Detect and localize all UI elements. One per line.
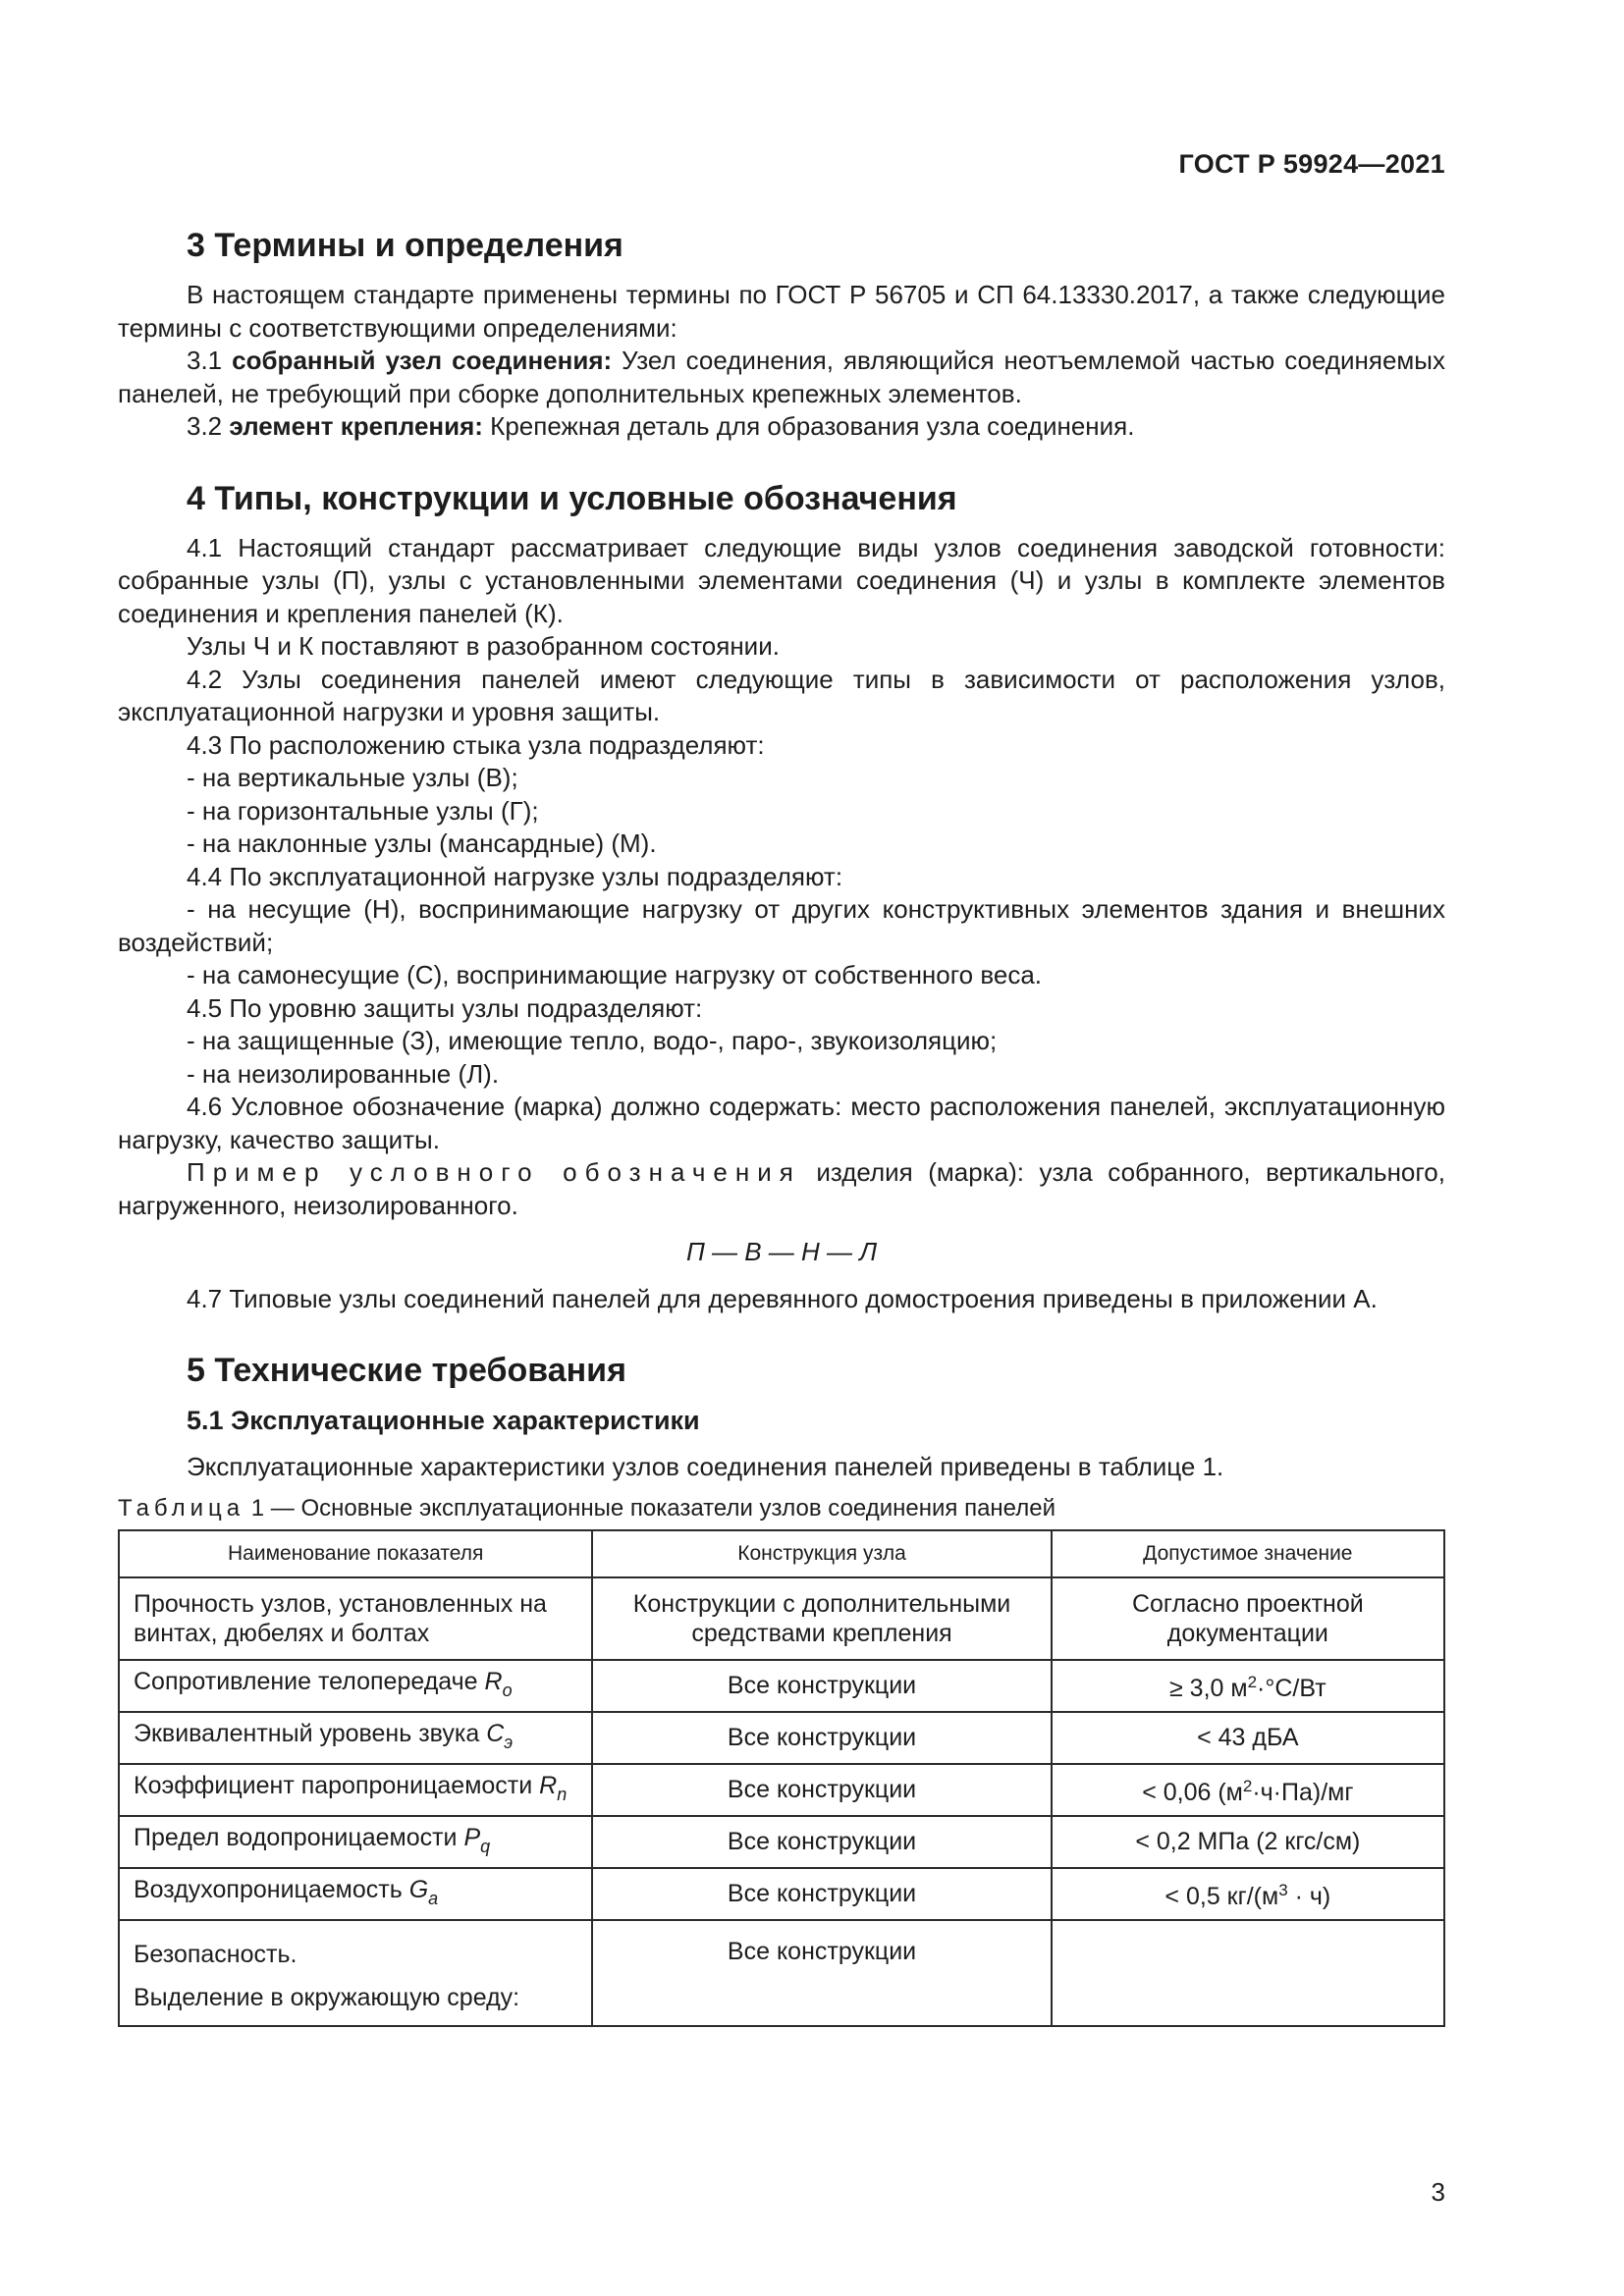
param-name: Эквивалентный уровень звука bbox=[134, 1719, 487, 1747]
value-unit: ·ч·Па)/мг bbox=[1252, 1779, 1354, 1806]
cell-value: < 43 дБА bbox=[1052, 1712, 1444, 1764]
term-3-1 bbox=[118, 345, 1445, 410]
table-row bbox=[119, 1868, 1444, 1920]
param-subscript: a bbox=[428, 1888, 439, 1908]
cell-value: < 0,2 МПа (2 кгс/см) bbox=[1052, 1816, 1444, 1868]
column-header: Наименование показателя bbox=[119, 1530, 592, 1577]
cell-name bbox=[119, 1920, 592, 2026]
param-subscript: o bbox=[502, 1680, 513, 1700]
para-4-5: 4.5 По уровню защиты узлы подразделяют: bbox=[187, 992, 703, 1023]
example-paragraph bbox=[118, 1156, 1445, 1222]
term-name: элемент крепления: bbox=[229, 411, 483, 441]
example-text: изделия (марка): узла собранного, вертикального, нагруженного, неизолированного. bbox=[118, 1157, 1445, 1220]
para-4-6: 4.6 Условное обозначение (марка) должно содержать: место расположения панелей, эксплуатационную нагрузку, качество защиты. bbox=[118, 1092, 1445, 1154]
term-definition: Крепежная деталь для образования узла соединения. bbox=[482, 411, 1135, 441]
para-4-1: 4.1 Настоящий стандарт рассматривает следующие виды узлов соединения заводской готовности: собранные узлы (П), узлы с установленными элементами соединения (Ч) и узлы в комплекте элементов соединения и крепления панелей (К). bbox=[118, 532, 1445, 628]
section-5-title: 5 Технические требования bbox=[187, 1352, 626, 1389]
list-item: - на вертикальные узлы (В); bbox=[187, 763, 518, 792]
cell-value bbox=[1052, 1764, 1444, 1816]
term-definition: Узел соединения, являющийся неотъемлемой частью соединяемых панелей, не требующий при сборке дополнительных крепежных элементов. bbox=[118, 346, 1445, 408]
cell-name bbox=[119, 1660, 592, 1712]
column-header: Конструкция узла bbox=[592, 1530, 1051, 1577]
list-item: - на наклонные узлы (мансардные) (М). bbox=[187, 828, 657, 858]
cell-name bbox=[119, 1764, 592, 1816]
param-symbol: С bbox=[486, 1719, 505, 1747]
param-subscript: q bbox=[480, 1836, 491, 1856]
table-header-row bbox=[119, 1530, 1444, 1577]
param-symbol: P bbox=[463, 1823, 481, 1851]
subsection-5-1-title: 5.1 Эксплуатационные характеристики bbox=[187, 1406, 700, 1435]
para-4-2: 4.2 Узлы соединения панелей имеют следующие типы в зависимости от расположения узлов, эксплуатационной нагрузки и уровня защиты. bbox=[118, 664, 1445, 726]
term-3-2 bbox=[118, 410, 1445, 444]
table-row bbox=[119, 1577, 1444, 1660]
list-item: - на несущие (Н), воспринимающие нагрузку от других конструктивных элементов здания и внешних воздействий; bbox=[118, 894, 1445, 957]
para-4-4: 4.4 По эксплуатационной нагрузке узлы подразделяют: bbox=[187, 861, 843, 891]
param-symbol: G bbox=[408, 1875, 429, 1903]
value-superscript: 2 bbox=[1247, 1673, 1258, 1691]
cell-name bbox=[119, 1868, 592, 1920]
cell-value bbox=[1052, 1660, 1444, 1712]
para-4-7: 4.7 Типовые узлы соединений панелей для деревянного домостроения приведены в приложении А. bbox=[187, 1283, 1378, 1313]
table-row bbox=[119, 1660, 1444, 1712]
cell-value bbox=[1052, 1920, 1444, 2026]
list-item: - на горизонтальные узлы (Г); bbox=[187, 795, 539, 826]
table-caption-label: Таблица bbox=[118, 1494, 245, 1522]
designation-formula: П — В — Н — Л bbox=[685, 1237, 878, 1266]
param-symbol: R bbox=[484, 1667, 503, 1695]
cell-value: Согласно проектной документации bbox=[1052, 1577, 1444, 1660]
param-name: Сопротивление телопередаче bbox=[134, 1667, 485, 1695]
page-content bbox=[118, 226, 1445, 2027]
table-1 bbox=[118, 1529, 1445, 2027]
table-caption bbox=[118, 1494, 1445, 1523]
cell-design: Все конструкции bbox=[592, 1764, 1051, 1816]
param-subscript: э bbox=[504, 1732, 514, 1752]
column-header: Допустимое значение bbox=[1052, 1530, 1444, 1577]
param-name: Предел водопроницаемости bbox=[134, 1823, 464, 1851]
para-4-1-note: Узлы Ч и К поставляют в разобранном состоянии. bbox=[187, 631, 780, 661]
cell-design: Все конструкции bbox=[592, 1868, 1051, 1920]
value-superscript: 3 bbox=[1278, 1881, 1288, 1899]
section-4-title: 4 Типы, конструкции и условные обозначения bbox=[187, 479, 957, 517]
cell-name: Прочность узлов, установленных на винтах, дюбелях и болтах bbox=[119, 1577, 592, 1660]
term-number: 3.2 bbox=[187, 411, 230, 441]
value-unit: · ч) bbox=[1287, 1883, 1331, 1910]
para-4-3: 4.3 По расположению стыка узла подразделяют: bbox=[187, 729, 765, 760]
list-item: - на защищенные (З), имеющие тепло, водо-, паро-, звукоизоляцию; bbox=[187, 1026, 998, 1055]
table-caption-text: 1 — Основные эксплуатационные показатели узлов соединения панелей bbox=[244, 1494, 1056, 1522]
list-item: - на неизолированные (Л). bbox=[187, 1058, 500, 1089]
table-row bbox=[119, 1920, 1444, 2026]
para-5-1: Эксплуатационные характеристики узлов соединения панелей приведены в таблице 1. bbox=[187, 1452, 1224, 1481]
term-number: 3.1 bbox=[187, 346, 233, 375]
cell-design: Все конструкции bbox=[592, 1920, 1051, 2026]
table-row bbox=[119, 1764, 1444, 1816]
cell-design: Все конструкции bbox=[592, 1660, 1051, 1712]
value-superscript: 2 bbox=[1242, 1777, 1253, 1795]
cell-design: Все конструкции bbox=[592, 1816, 1051, 1868]
table-row bbox=[119, 1712, 1444, 1764]
param-name: Безопасность. bbox=[134, 1940, 298, 1968]
section-3-title: 3 Термины и определения bbox=[187, 227, 623, 264]
cell-value bbox=[1052, 1868, 1444, 1920]
example-label: Пример условного обозначения bbox=[187, 1157, 801, 1187]
value-text: ≥ 3,0 м bbox=[1169, 1675, 1248, 1702]
table-row bbox=[119, 1816, 1444, 1868]
param-subscript: n bbox=[557, 1784, 568, 1804]
cell-name bbox=[119, 1816, 592, 1868]
cell-design: Все конструкции bbox=[592, 1712, 1051, 1764]
param-name: Воздухопроницаемость bbox=[134, 1875, 409, 1903]
list-item: - на самонесущие (С), воспринимающие нагрузку от собственного веса. bbox=[187, 960, 1043, 989]
param-name: Коэффициент паропроницаемости bbox=[134, 1771, 540, 1799]
param-name: Выделение в окружающую среду: bbox=[134, 1983, 520, 2011]
section-3-intro: В настоящем стандарте применены термины по ГОСТ Р 56705 и СП 64.13330.2017, а также следующие термины с соответствующими определениями: bbox=[118, 280, 1445, 343]
page-number: 3 bbox=[1431, 2177, 1445, 2207]
value-text: < 0,06 (м bbox=[1142, 1779, 1243, 1806]
cell-name bbox=[119, 1712, 592, 1764]
value-unit: ·°С/Вт bbox=[1257, 1675, 1326, 1702]
term-name: собранный узел соединения: bbox=[232, 346, 613, 375]
cell-design: Конструкции с дополнительными средствами крепления bbox=[592, 1577, 1051, 1660]
param-symbol: R bbox=[539, 1771, 558, 1799]
value-text: < 0,5 кг/(м bbox=[1164, 1883, 1279, 1910]
document-id: ГОСТ Р 59924—2021 bbox=[1178, 149, 1445, 179]
